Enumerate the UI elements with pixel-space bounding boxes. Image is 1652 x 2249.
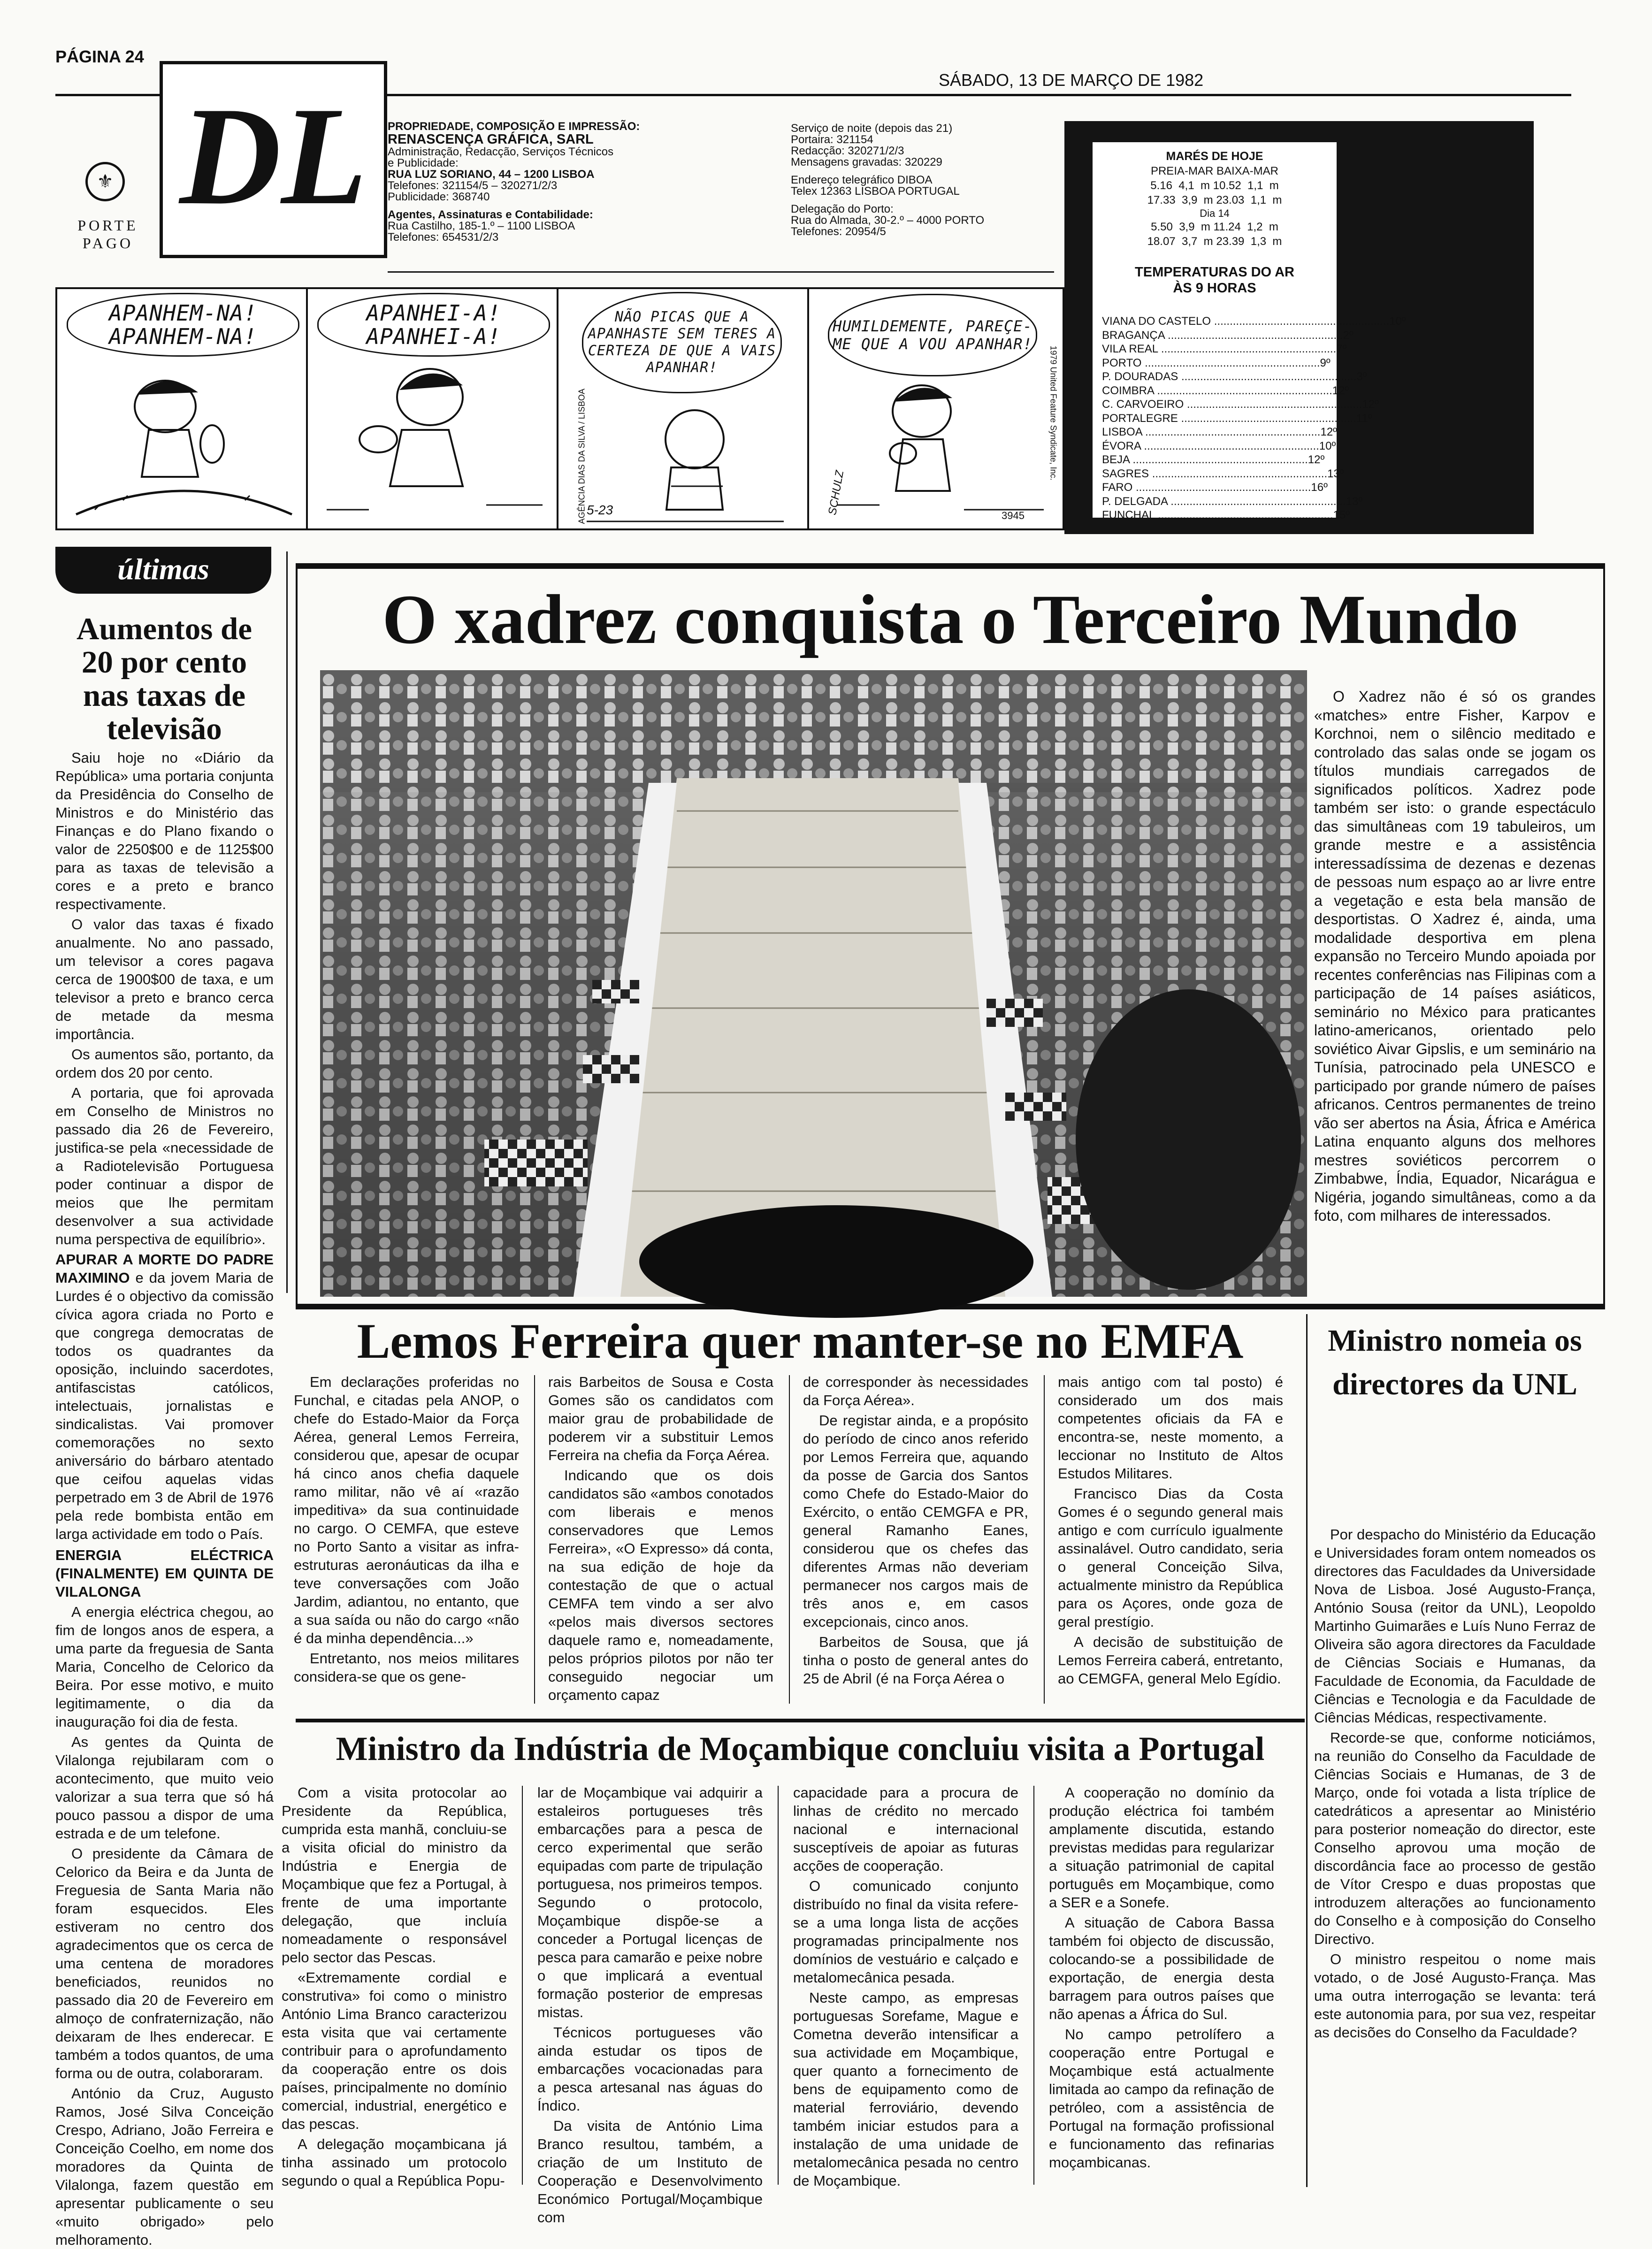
mozambique-col-2 [537, 1783, 763, 2226]
paragraph: O comunicado conjunto distribuído no final da visita refere-se a uma longa lista de acções programadas principalmente nos domínios de vestuário e calçado e metalomecânica pesada. [793, 1878, 1018, 1986]
comic-number: 3945 [1002, 510, 1025, 521]
masthead-logo-box [160, 61, 387, 258]
paragraph: António da Cruz, Augusto Ramos, José Silva Conceição Crespo, Adriano, João Ferreira e Conceição Coelho, em nome dos moradores da Quinta de Vilalonga, fazem questão em apresentar publicamente o seu «muito obrigado» pelo melhoramento. [55, 2085, 274, 2248]
tide-row: 5.16 4,1 m 10.52 1,1 m [1150, 179, 1279, 192]
city-temperature: 15º [1333, 509, 1350, 521]
temperature-row [1102, 425, 1337, 439]
lucy-figure [57, 289, 311, 528]
temperatures-block [1093, 264, 1337, 296]
temperature-row [1102, 495, 1363, 509]
city-temperature: 10º [1319, 439, 1336, 452]
city-temperature: 12º [1332, 384, 1349, 397]
mozambique-col-1 [282, 1783, 507, 2192]
mozambique-headline: Ministro da Indústria de Moçambique concluiu visita a Portugal [336, 1730, 1265, 1767]
paragraph: A cooperação no domínio da produção eléctrica foi também amplamente discutida, estando previstas medidas para regularizar a situação patrimonial de capital português em Moçambique, como a SER e a Sonefe. [1049, 1784, 1274, 1911]
temperature-row [1102, 342, 1347, 356]
service-line: Rua do Almada, 30-2.º – 4000 PORTO [791, 214, 985, 227]
publisher-line: Administração, Redacção, Serviços Técnicos [388, 145, 614, 158]
paragraph: Saiu hoje no «Diário da República» uma portaria conjunta da Presidência do Conselho de Ministros e do Ministério das Finanças e do Plano fixando o valor de 2250$00 e de 1125$00 para as taxas de televisão a cores e a preto e branco respectivamente. [55, 750, 274, 912]
temperature-row [1102, 481, 1328, 495]
chess-frame-left [296, 563, 298, 1309]
comic-panel-1 [55, 287, 313, 530]
city-name: FARO ..... [1102, 481, 1311, 495]
publisher-line: PROPRIEDADE, COMPOSIÇÃO E IMPRESSÃO: [388, 120, 640, 133]
city-temperature: 11º [1356, 412, 1372, 425]
temperature-row [1102, 314, 1406, 329]
paragraph: O valor das taxas é fixado anualmente. No ano passado, um televisor a cores pagava cerca de 1900$00 de taxa, e um televisor a preto e branco cerca de metade da mesma importância. [55, 916, 274, 1042]
service-line: Endereço telegráfico DIBOA [791, 174, 933, 186]
comic-panel-4 [807, 287, 1064, 530]
city-name: VILA REAL ..... [1102, 342, 1336, 356]
city-temperature: 12º [1362, 398, 1379, 411]
lucy-catching-figure [308, 289, 561, 528]
paragraph: Em declarações proferidas no Funchal, e citadas pela ANOP, o chefe do Estado-Maior da Força Aérea, general Lemos Ferreira, considerou que, apesar de ocupar há cinco anos chefia daquele ramo militar, não vê aí «razão impeditiva» da sua continuidade no cargo. O CEMFA, que esteve no Porto Santo a visitar as infra-estruturas aeronáuticas da ilha e teve conversações com João Jardim, adiantou, no entanto, que a sua saída ou não do cargo «não é da minha dependência...» [294, 1374, 519, 1646]
paragraph: As gentes da Quinta de Vilalonga rejubilaram com o acontecimento, que muito veio valorizar a sua terra que só há pouco passou a dispor de uma estrada e de um telefone. [55, 1734, 274, 1842]
chess-frame-top [296, 563, 1605, 569]
service-info [791, 123, 1082, 237]
temperature-row [1102, 412, 1372, 426]
coat-of-arms-icon: ⚜ [85, 162, 125, 201]
paragraph: A portaria, que foi aprovada em Conselho de Ministros no passado dia 26 de Fevereiro, justifica-se pela «necessidade de a Radiotelevisão Portuguesa poder continuar a dispor de meios que lhe permitam desenvolver a sua actividade numa perspectiva de equilíbrio». [55, 1085, 274, 1247]
tide-day: Dia 14 [1200, 207, 1230, 219]
city-name: PORTALEGRE ..... [1102, 412, 1356, 426]
temperature-row [1102, 329, 1354, 343]
mozambique-col-3 [793, 1783, 1018, 2192]
publisher-line: Publicidade: 368740 [388, 191, 490, 203]
city-name: BRAGANÇA ..... [1102, 329, 1343, 343]
paragraph: «Extremamente cordial e construtiva» foi como o ministro António Lima Branco caracterizou esta visita que vai certamente contribuir para o aprofundamento da cooperação entre os dois países, principalmente no domínio comercial, industrial, energético e das pescas. [282, 1969, 507, 2132]
ultimas-column-rule [286, 551, 288, 1293]
masthead-divider [388, 271, 1054, 273]
speech-balloon: HUMILDEMENTE, PAREÇE-ME QUE A VOU APANHAR! [828, 294, 1037, 376]
emfa-col-4 [1058, 1373, 1283, 1711]
publisher-info [388, 121, 735, 243]
publisher-line: Telefones: 654531/2/3 [388, 231, 499, 244]
paragraph: lar de Moçambique vai adquirir a estaleiros portugueses três embarcações para a pesca de cerco experimental que serão equipadas com parte de tripulação portuguesa, nos primeiros tempos. Segundo o protocolo, Moçambique dispõe-se a conceder a Portugal licenças de pesca para camarão e peixe nobre o que implicará a eventual formação posterior de empresas mistas. [537, 1784, 763, 2020]
unl-body [1314, 1525, 1596, 2192]
unl-headline: Ministro nomeia os directores da UNL [1328, 1323, 1582, 1401]
paragraph: Barbeitos de Sousa, que já tinha o posto de general antes do 25 de Abril (é na Força Aérea o [803, 1634, 1028, 1687]
paragraph: Indicando que os dois candidatos são «ambos conotados com liberais e menos conservadores que Lemos Ferreira», «O Expresso» dá conta, na sua edição de hoje da contestação de que o actual CEMFA tem vindo a ser alvo «pelos mais diversos sectores daquele ramo e, nomeadamente, pelos próprios pilotos por não ter conseguido negociar um orçamento capaz [548, 1467, 773, 1703]
chess-photo [320, 670, 1307, 1297]
column-rule [1044, 1375, 1045, 1704]
pago-label: PAGO [82, 235, 134, 252]
temperature-row [1102, 439, 1336, 453]
temperature-row [1102, 370, 1367, 384]
lucy-pondering-figure [809, 289, 1063, 528]
paragraph: O ministro respeitou o nome mais votado, o de José Augusto-França. Mas uma outra interrogação se levanta: terá este autonomia para, por sua vez, respeitar as decisões do Conselho da Faculdade? [1314, 1951, 1596, 2041]
publisher-line: Agentes, Assinaturas e Contabilidade: [388, 208, 593, 221]
comic-copyright: 1979 United Feature Syndicate, Inc. [1048, 345, 1058, 481]
city-name: LISBOA ..... [1102, 425, 1320, 439]
paragraph: Da visita de António Lima Branco resultou, também, a criação de um Instituto de Cooperação e Desenvolvimento Económico Portugal/Moçambique com [537, 2118, 763, 2226]
paragraph: Entretanto, nos meios militares considera-se que os gene- [294, 1650, 519, 1685]
section-rule [296, 1719, 1305, 1722]
weather-sidebox [1064, 121, 1534, 534]
city-temperature: 7º [1336, 343, 1347, 355]
paragraph: A delegação moçambicana já tinha assinado um protocolo segundo o qual a República Popu- [282, 2136, 507, 2189]
mozambique-col-4 [1049, 1783, 1274, 2192]
temperature-row [1102, 384, 1349, 398]
emfa-col-1 [294, 1373, 519, 1711]
temperature-list [1102, 314, 1406, 522]
paragraph: Técnicos portugueses vão ainda estudar os tipos de embarcações vocacionadas para a pesca artesanal nas águas do Índico. [537, 2024, 763, 2114]
tides-subtitle: PREIA-MAR BAIXA-MAR [1150, 165, 1279, 177]
city-name: SAGRES ..... [1102, 467, 1327, 481]
speech-balloon: APANHEI-A! APANHEI-A! [317, 293, 550, 357]
column-rule [534, 1375, 535, 1704]
column-rule [789, 1375, 790, 1704]
paragraph: Recorde-se que, conforme noticiámos, na reunião do Conselho da Faculdade de Ciências Sociais e Humanas, de 3 de Março, onde foi votada a lista tríplice de catedráticos a apresentar ao Ministério para posterior nomeação do director, este Conselho aprovou uma moção de discordância face ao processo de gestão de Vítor Crespo e duas propostas que introduzem alterações ao funcionamento do Conselho e à composição do Conselho Directivo. [1314, 1729, 1596, 1947]
charlie-brown-figure [558, 289, 812, 528]
temperature-row [1102, 453, 1323, 467]
city-temperature: 9º [1320, 356, 1331, 369]
tide-row: 5.50 3,9 m 11.24 1,2 m [1151, 221, 1278, 233]
ultimas-headline: Aumentos de 20 por cento nas taxas de televisão [76, 612, 252, 746]
tide-row: 17.33 3,9 m 23.03 1,1 m [1147, 194, 1282, 207]
publisher-line: Rua Castilho, 185-1.º – 1100 LISBOA [388, 220, 575, 232]
emfa-col-3 [803, 1373, 1028, 1711]
city-temperature: 13º [1327, 467, 1344, 480]
city-name: C. CARVOEIRO ..... [1102, 398, 1362, 412]
subheading: ENERGIA ELÉCTRICA (FINALMENTE) EM QUINTA DE VILALONGA [55, 1547, 274, 1600]
service-line: Serviço de noite (depois das 21) [791, 122, 953, 135]
emfa-col-2 [548, 1373, 773, 1711]
comic-panel-3 [557, 287, 814, 530]
service-line: Mensagens gravadas: 320229 [791, 156, 942, 168]
publisher-line: Telefones: 321154/5 – 320271/2/3 [388, 179, 558, 192]
city-name: ÉVORA ..... [1102, 439, 1319, 453]
service-line: Telex 12363 LISBOA PORTUGAL [791, 185, 960, 198]
page-number: PÁGINA 24 [55, 47, 144, 66]
paragraph: Neste campo, as empresas portuguesas Sorefame, Mague e Cometna deverão intensificar a sua actividade em Moçambique, quer quanto a fornecimento de bens de equipamento como de material ferroviário, devendo também iniciar estudos para a instalação de uma unidade de metalomecânica pesada no centro de Moçambique. [793, 1989, 1018, 2189]
subheading: APURAR A MORTE DO PADRE MAXIMINO [55, 1251, 274, 1286]
service-line: Delegação do Porto: [791, 203, 894, 215]
tides-title: MARÉS DE HOJE [1166, 150, 1263, 163]
comic-signature: SCHULZ [826, 469, 847, 516]
temperature-row [1102, 467, 1344, 481]
comic-date-code: 5-23 [587, 503, 613, 517]
unl-column-rule [1306, 1314, 1308, 2187]
page-date: SÁBADO, 13 DE MARÇO DE 1982 [939, 70, 1204, 90]
porte-label: PORTE [77, 217, 138, 234]
dl-logo: DL [179, 78, 367, 234]
city-temperature: 12º [1320, 426, 1337, 438]
city-temperature: 10º [1389, 315, 1406, 328]
paragraph: capacidade para a procura de linhas de crédito no mercado nacional e internacional susceptíveis de apoiar as futuras acções de cooperação. [793, 1784, 1018, 1874]
column-rule [778, 1786, 779, 2185]
temperature-row [1102, 508, 1350, 522]
publisher-line: RUA LUZ SORIANO, 44 – 1200 LISBOA [388, 168, 595, 181]
comic-agency-credit: AGÊNCIA DIAS DA SILVA / LISBOA [577, 389, 587, 524]
paragraph: A decisão de substituição de Lemos Ferreira caberá, entretanto, ao CEMGFA, general Melo Egídio. [1058, 1634, 1283, 1687]
ultimas-body [55, 749, 274, 2248]
paragraph: A energia eléctrica chegou, ao fim de longos anos de espera, a uma parte da freguesia de Santa Maria, Concelho de Celorico da Beira. Por esse motivo, e muito legitimamente, o dia da inauguração foi dia de festa. [55, 1604, 274, 1730]
column-rule [1033, 1786, 1034, 2185]
city-name: FUNCHAL ..... [1102, 508, 1333, 522]
city-name: P. DOURADAS ..... [1102, 370, 1356, 384]
publisher-line: RENASCENÇA GRÁFICA, SARL [388, 132, 594, 147]
city-temperature: 2º [1343, 329, 1354, 342]
city-name: BEJA ..... [1102, 453, 1308, 467]
service-line: Telefones: 20954/5 [791, 225, 886, 238]
ultimas-label: últimas [117, 552, 209, 586]
paragraph: de corresponder às necessidades da Força Aérea». [803, 1374, 1028, 1408]
temperature-row [1102, 398, 1379, 412]
chess-frame-right [1603, 563, 1605, 1309]
city-temperature: 12º [1308, 453, 1325, 466]
tide-row: 18.07 3,7 m 23.39 1,3 m [1147, 235, 1282, 248]
paragraph: A situação de Cabora Bassa também foi objecto de discussão, colocando-se a possibilidade de exportação, de energia desta barragem para outros países que não apenas a África do Sul. [1049, 1914, 1274, 2022]
city-name: PORTO ..... [1102, 356, 1320, 370]
speech-balloon: NÃO PICAS QUE A APANHASTE SEM TERES A CERTEZA DE QUE A VAIS APANHAR! [582, 292, 782, 393]
paragraph: O presidente da Câmara de Celorico da Beira e da Junta de Freguesia de Santa Maria não foram esquecidos. Eles estiveram no centro dos agradecimentos que os cerca de uma centena de moradores beneficiados, reunidos no passado dia 20 de Fevereiro em almoço de confraternização, não deixaram de lhes enderecar. E também a todos quantos, de uma forma ou de outra, colaboraram. [55, 1845, 274, 2081]
city-temperature: 16º [1311, 481, 1328, 494]
simultaneous-chess-photo [320, 670, 1307, 1297]
paragraph: Por despacho do Ministério da Educação e Universidades foram ontem nomeados os directores das Faculdades da Universidade Nova de Lisboa. José Augusto-França, António Sousa (reitor da UNL), Leopoldo Martinho Guimarães e Luís Nuno Ferraz de Oliveira são agora directores da Faculdade de Ciências Sociais e Humanas, da Faculdade de Economia, da Faculdade de Ciências e Tecnologia e da Faculdade de Ciências Médicas, respectivamente. [1314, 1526, 1596, 1726]
column-rule [522, 1786, 523, 2185]
tides-block [1093, 149, 1337, 249]
city-temperature: 13º [1346, 495, 1363, 508]
publisher-line: e Publicidade: [388, 157, 459, 169]
paragraph: Os aumentos são, portanto, da ordem dos 20 por cento. [55, 1046, 274, 1081]
paragraph: Francisco Dias da Costa Gomes é o segundo general mais antigo e com currículo igualmente assinalável. Outro candidato, seria o general Conceição Silva, actualmente ministro da República para os Açores, onde goza de geral prestígio. [1058, 1485, 1283, 1630]
chess-caption: O Xadrez não é só os grandes «matches» entre Fisher, Karpov e Korchnoi, nem o silêncio meditado e controlado das salas onde se jogam os títulos mundiais carregados de significados políticos. Xadrez pode também ser isto: o grande espectáculo das simultâneas com 19 tabuleiros, um grande mestre e a assistência interessadíssima de dezenas e dezenas de pessoas num espaço ao ar livre entre a vegetação e esta bela mansão de desportistas. O Xadrez é, ainda, uma modalidade desportiva em plena expansão no Terceiro Mundo apoiada por recentes conferências nas Filipinas com a participação de 14 países asiáticos, seminário no México para praticantes latino-americanos, orientado pelo soviético Aivar Gipslis, e um seminário na Tunísia, patrocinado pela UNESCO e participado por grande número de países africanos. Centros permanentes de treino vão ser abertos na Ásia, África e América Latina enquanto alguns dos melhores mestres soviéticos percorrem o Zimbabwe, Índia, Equador, Nicarágua e Nigéria, jogando simultâneas, como a da foto, com milhares de interessados. [1314, 688, 1596, 1224]
paragraph: e da jovem Maria de Lurdes é o objectivo da comissão cívica agora criada no Porto e que congrega democratas de todos os quadrantes da oposição, incluindo sacerdotes, antifascistas católicos, intelectuais, jornalistas e sindicalistas. Vai promover comemorações no sexto aniversário do bárbaro atentado que ceifou aquelas vidas perpetrado em 3 de Abril de 1976 pela rede bombista então em larga actividade em todo o País. [55, 1270, 274, 1542]
emfa-headline: Lemos Ferreira quer manter-se no EMFA [357, 1314, 1244, 1369]
paragraph: Com a visita protocolar ao Presidente da República, cumprida esta manhã, concluiu-se a visita oficial do ministro da Indústria e Energia de Moçambique que fez a Portugal, à frente de uma importante delegação, que incluía nomeadamente o responsável pelo sector das Pescas. [282, 1784, 507, 1966]
city-name: P. DELGADA ..... [1102, 495, 1346, 509]
temperatures-subtitle: ÀS 9 HORAS [1173, 281, 1256, 296]
temperatures-title: TEMPERATURAS DO AR [1135, 265, 1294, 280]
city-name: COIMBRA ..... [1102, 384, 1332, 398]
temperature-row [1102, 356, 1331, 370]
comic-panel-2 [306, 287, 563, 530]
paragraph: De registar ainda, e a propósito do período de cinco anos referido por Lemos Ferreira que, aquando da posse de Garcia dos Santos como Chefe do Estado-Maior do Exército, o então CEMGFA e PR, general Ramanho Eanes, considerou que os chefes das diferentes Armas não deveriam permanecer nos cargos mais de três anos e, em casos excepcionais, cinco anos. [803, 1412, 1028, 1630]
service-line: Redacção: 320271/2/3 [791, 145, 904, 157]
ultimas-tag [55, 547, 271, 594]
paragraph: No campo petrolífero a cooperação entre Portugal e Moçambique está actualmente limitada ao campo da refinação de petróleo, com a assistência de Portugal na formação profissional e funcionamento das refinarias moçambicanas. [1049, 2026, 1274, 2171]
speech-balloon: APANHEM-NA! APANHEM-NA! [67, 293, 299, 357]
service-line: Portaira: 321154 [791, 133, 873, 146]
chess-headline: O xadrez conquista o Terceiro Mundo [382, 581, 1519, 658]
paragraph: mais antigo com tal posto) é considerado um dos mais competentes oficiais da FA e encontra-se, neste momento, a leccionar no Instituto de Altos Estudos Militares. [1058, 1374, 1283, 1482]
city-name: VIANA DO CASTELO ..... [1102, 314, 1389, 329]
city-temperature: 3º [1356, 370, 1367, 383]
paragraph: rais Barbeitos de Sousa e Costa Gomes são os candidatos com maior grau de probabilidade de poderem vir a substituir Lemos Ferreira na chefia da Força Aérea. [548, 1374, 773, 1463]
